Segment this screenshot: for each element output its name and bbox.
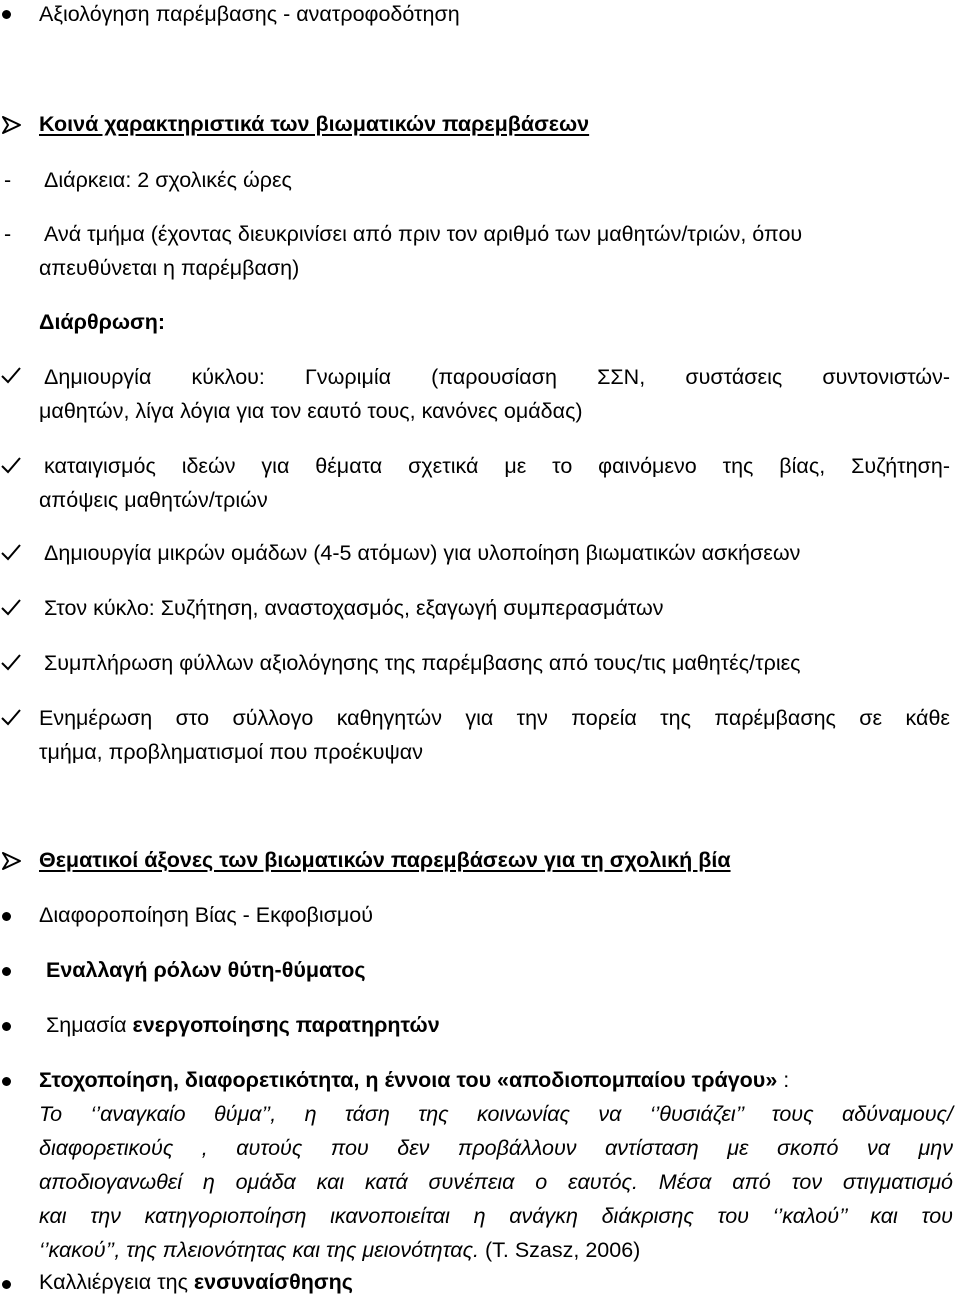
list-item-bold: ενεργοποίησης παρατηρητών bbox=[132, 1013, 440, 1037]
dash-marker: - bbox=[4, 168, 12, 192]
list-item-plain: Σημασία bbox=[46, 1013, 133, 1037]
check-item-text-cont: μαθητών, λίγα λόγια για τον εαυτό τους, κανόνες ομάδας) bbox=[39, 399, 583, 423]
check-item-text: καταιγισμός ιδεών για θέματα σχετικά με το φαινόμενο της βίας, Συζήτηση- bbox=[44, 454, 950, 478]
quote-line: Το ‘’αναγκαίο θύμα’’, η τάση της κοινωνίας να ‘’θυσιάζει’’ τους αδύναμους/ bbox=[39, 1102, 953, 1126]
bullet-icon bbox=[2, 1280, 11, 1289]
list-item-text bbox=[39, 1270, 353, 1295]
quote-line-last bbox=[39, 1238, 640, 1263]
list-item-bold: ενσυναίσθησης bbox=[193, 1270, 353, 1294]
bullet-icon bbox=[2, 1077, 11, 1086]
checkmark-icon bbox=[0, 708, 22, 726]
check-item-text-cont: απόψεις μαθητών/τριών bbox=[39, 488, 268, 512]
checkmark-icon bbox=[0, 653, 22, 671]
quote-line: αποδιογανωθεί η ομάδα και κατά συνέπεια ο εαυτός. Μέσα από τον στιγματισμό bbox=[39, 1170, 953, 1194]
list-item-plain: Καλλιέργεια της bbox=[39, 1270, 194, 1294]
dash-marker: - bbox=[4, 222, 12, 246]
list-item-bold: Στοχοποίηση, διαφορετικότητα, η έννοια του «αποδιοπομπαίου τράγου» bbox=[39, 1068, 778, 1092]
checkmark-icon bbox=[0, 456, 22, 474]
dash-item-text-cont: απευθύνεται η παρέμβαση) bbox=[39, 256, 300, 280]
bullet-icon bbox=[2, 967, 11, 976]
list-item-text: Εναλλαγή ρόλων θύτη-θύματος bbox=[46, 958, 366, 982]
arrow-bullet-icon bbox=[2, 116, 22, 134]
quote-line: και την κατηγοριοποίηση ικανοποιείται η ανάγκη διάκρισης του ‘’καλού’’ και του bbox=[39, 1204, 953, 1228]
check-item-text: Ενημέρωση στο σύλλογο καθηγητών για την πορεία της παρέμβασης σε κάθε bbox=[39, 706, 950, 730]
quote-citation: (T. Szasz, 2006) bbox=[479, 1238, 641, 1262]
checkmark-icon bbox=[0, 598, 22, 616]
list-item-text bbox=[39, 1068, 789, 1093]
section-heading: Θεματικοί άξονες των βιωματικών παρεμβάσεων για τη σχολική βία bbox=[39, 848, 731, 872]
list-item-text: Αξιολόγηση παρέμβασης - ανατροφοδότηση bbox=[39, 2, 460, 26]
bullet-icon bbox=[2, 912, 11, 921]
list-item-text bbox=[46, 1013, 440, 1038]
list-item-colon: : bbox=[777, 1068, 790, 1092]
dash-item-text: Διάρκεια: 2 σχολικές ώρες bbox=[44, 168, 292, 192]
structure-label: Διάρθρωση: bbox=[39, 310, 166, 334]
list-item-text: Διαφοροποίηση Βίας - Εκφοβισμού bbox=[39, 903, 374, 927]
bullet-icon bbox=[2, 1022, 11, 1031]
quote-line: διαφορετικούς , αυτούς που δεν προβάλλουν αντίσταση με σκοπό να μην bbox=[39, 1136, 953, 1160]
bullet-icon bbox=[2, 10, 11, 19]
check-item-text: Δημιουργία κύκλου: Γνωριμία (παρουσίαση ΣΣΝ, συστάσεις συντονιστών- bbox=[44, 365, 950, 389]
quote-text: ‘’κακού’’, της πλειονότητας και της μειονότητας. bbox=[39, 1238, 479, 1262]
section-heading: Κοινά χαρακτηριστικά των βιωματικών παρεμβάσεων bbox=[39, 112, 590, 136]
check-item-text: Στον κύκλο: Συζήτηση, αναστοχασμός, εξαγωγή συμπερασμάτων bbox=[44, 596, 664, 620]
checkmark-icon bbox=[0, 366, 22, 384]
dash-item-text: Ανά τμήμα (έχοντας διευκρινίσει από πριν τον αριθμό των μαθητών/τριών, όπου bbox=[44, 222, 803, 246]
check-item-text-cont: τμήμα, προβληματισμοί που προέκυψαν bbox=[39, 740, 423, 764]
check-item-text: Δημιουργία μικρών ομάδων (4-5 ατόμων) για υλοποίηση βιωματικών ασκήσεων bbox=[44, 541, 801, 565]
check-item-text: Συμπλήρωση φύλλων αξιολόγησης της παρέμβασης από τους/τις μαθητές/τριες bbox=[44, 651, 801, 675]
checkmark-icon bbox=[0, 543, 22, 561]
arrow-bullet-icon bbox=[2, 852, 22, 870]
